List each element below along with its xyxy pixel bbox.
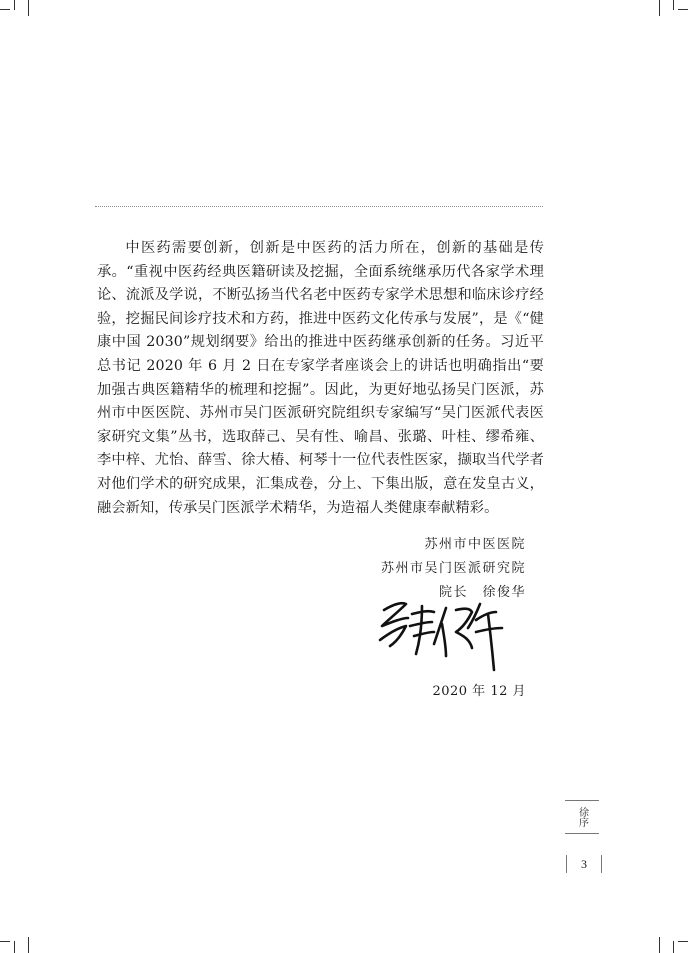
signature-date: 2020 年 12 月 — [432, 684, 526, 699]
crop-mark-bottom-right — [678, 941, 688, 942]
page-number: 3 — [566, 855, 602, 873]
preface-body — [97, 237, 544, 520]
dotted-divider — [95, 206, 543, 207]
section-tab-label: 徐序 — [576, 807, 588, 827]
section-tab — [565, 800, 599, 834]
handwritten-signature — [372, 596, 512, 674]
crop-mark-bottom-left — [14, 941, 15, 953]
signature-org-1: 苏州市中医医院 — [424, 537, 526, 552]
preface-paragraph: 中医药需要创新，创新是中医药的活力所在，创新的基础是传承。“重视中医药经典医籍研读及挖掘，全面系统继承历代各家学术理论、流派及学说，不断弘扬当代名老中医药专家学术思想和临床诊疗经验，挖掘民间诊疗技术和方药，推进中医药文化传承与发展”，是《“健康中国 2030”规划纲要》给出的推进中医药继承创新的任务。习近平总书记 2020 年 6 月 2 日在专家学者座谈会上的讲话也明确指出“要加强古典医籍精华的梳理和挖掘”。因此，为更好地弘扬吴门医派，苏州市中医医院、苏州市吴门医派研究院组织专家编写“吴门医派代表医家研究文集”丛书，选取薛己、吴有性、喻昌、张璐、叶桂、缪希雍、李中梓、尤怡、薛雪、徐大椿、柯琴十一位代表性医家，撷取当代学者对他们学术的研究成果，汇集成卷，分上、下集出版，意在发皇古义，融会新知，传承吴门医派学术精华，为造福人类健康奉献精彩。 — [97, 240, 544, 516]
signature-title: 院长 徐俊华 — [438, 585, 526, 600]
crop-mark-top-right — [659, 0, 660, 16]
crop-mark-bottom-left — [28, 937, 29, 953]
crop-mark-top-left — [14, 0, 15, 10]
signature-org-2: 苏州市吴门医派研究院 — [380, 561, 526, 576]
crop-mark-bottom-right — [659, 937, 660, 953]
crop-mark-top-left — [0, 9, 10, 10]
crop-mark-bottom-left — [0, 941, 10, 942]
crop-mark-bottom-right — [673, 941, 674, 953]
crop-mark-top-right — [673, 0, 674, 10]
crop-mark-top-right — [678, 9, 688, 10]
crop-mark-top-left — [28, 0, 29, 16]
